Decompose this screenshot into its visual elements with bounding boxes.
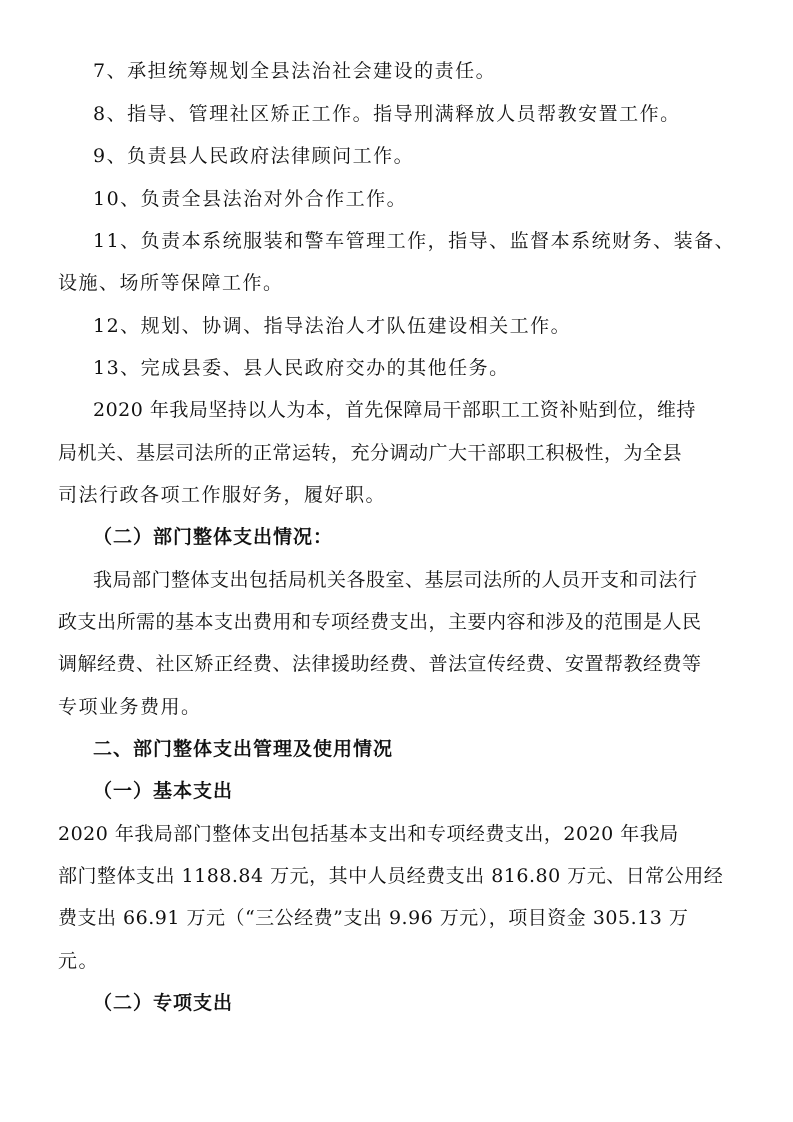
- paragraph-expenditure-line-1: 我局部门整体支出包括局机关各股室、基层司法所的人员开支和司法行: [93, 569, 698, 591]
- duty-item-11-line-2: 设施、场所等保障工作。: [58, 272, 284, 294]
- paragraph-2020-line-3: 司法行政各项工作服好务，履好职。: [58, 484, 387, 506]
- paragraph-basic-line-3: 费支出 66.91 万元（“三公经费”支出 9.96 万元），项目资金 305.13 万: [58, 907, 689, 929]
- paragraph-expenditure-line-4: 专项业务费用。: [58, 696, 202, 718]
- duty-item-7: 7、承担统筹规划全县法治社会建设的责任。: [93, 60, 497, 82]
- paragraph-2020-line-1: 2020 年我局坚持以人为本，首先保障局干部职工工资补贴到位，维持: [93, 399, 696, 421]
- duty-item-11-line-1: 11、负责本系统服装和警车管理工作，指导、监督本系统财务、装备、: [93, 230, 736, 252]
- duty-item-12: 12、规划、协调、指导法治人才队伍建设相关工作。: [93, 315, 572, 337]
- section-heading-management: 二、部门整体支出管理及使用情况: [93, 738, 394, 760]
- section-heading-special-expenditure: （二）专项支出: [93, 992, 234, 1014]
- paragraph-expenditure-line-3: 调解经费、社区矫正经费、法律援助经费、普法宣传经费、安置帮教经费等: [58, 653, 702, 675]
- section-heading-overall-expenditure: （二）部门整体支出情况：: [93, 526, 334, 548]
- paragraph-basic-line-1: 2020 年我局部门整体支出包括基本支出和专项经费支出，2020 年我局: [58, 823, 679, 845]
- duty-item-8: 8、指导、管理社区矫正工作。指导刑满释放人员帮教安置工作。: [93, 103, 681, 125]
- paragraph-basic-line-2: 部门整体支出 1188.84 万元，其中人员经费支出 816.80 万元、日常公用经: [58, 865, 724, 887]
- section-heading-basic-expenditure: （一）基本支出: [93, 780, 234, 802]
- paragraph-expenditure-line-2: 政支出所需的基本支出费用和专项经费支出，主要内容和涉及的范围是人民: [58, 611, 702, 633]
- paragraph-basic-line-4: 元。: [58, 950, 100, 972]
- duty-item-13: 13、完成县委、县人民政府交办的其他任务。: [93, 357, 510, 379]
- paragraph-2020-line-2: 局机关、基层司法所的正常运转，充分调动广大干部职工积极性，为全县: [58, 442, 683, 464]
- duty-item-10: 10、负责全县法治对外合作工作。: [93, 188, 408, 210]
- duty-item-9: 9、负责县人民政府法律顾问工作。: [93, 145, 415, 167]
